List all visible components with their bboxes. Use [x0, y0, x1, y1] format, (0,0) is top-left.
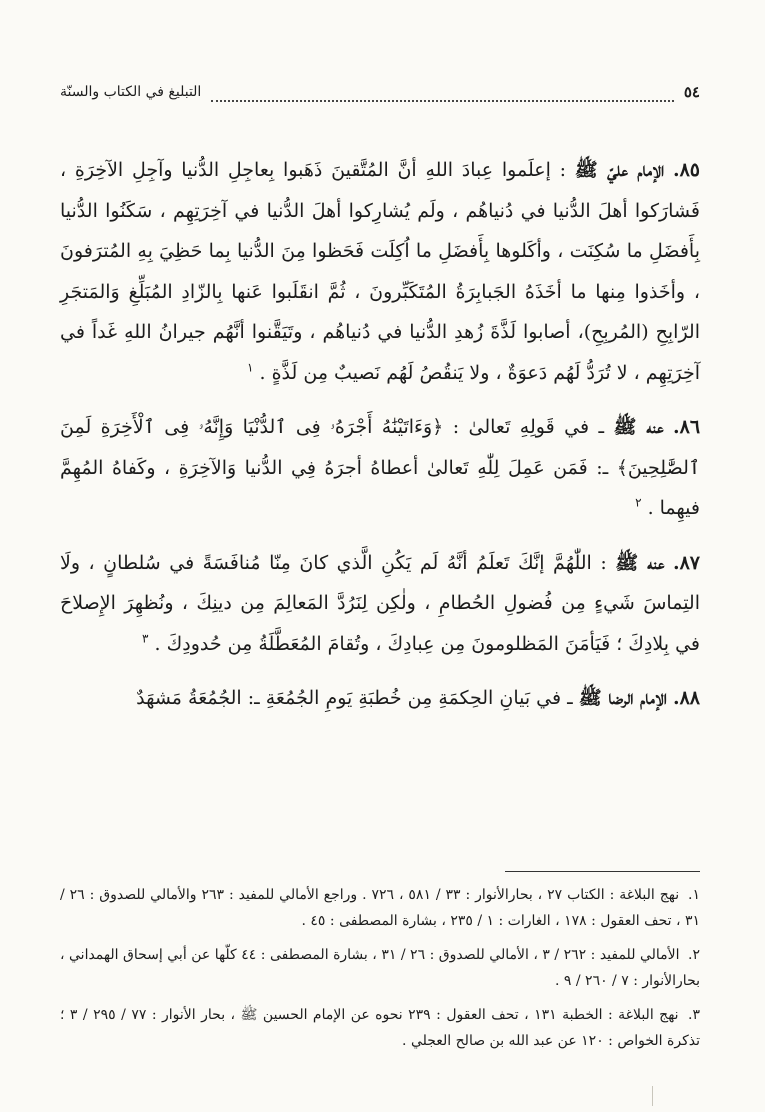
footnote-text: نهج البلاغة : الكتاب ٢٧ ، بحارالأنوار : ٣٣ / ٥٨١ ، ٧٢٦ . وراجع الأمالي للمفيد : ٢٦٣ والأمالي للصدوق : ٢٦ / ٣١ ، تحف العقول : ١٧٨ ، الغارات : ١ / ٢٣٥ ، بشارة المصطفى : ٤٥ . — [60, 887, 700, 929]
entry-text: : إعلَموا عِبادَ اللهِ أنَّ المُتَّقينَ ذَهَبوا بِعاجِلِ الدُّنيا وآجِلِ الآخِرَةِ ، فَشارَكوا أهلَ الدُّنيا في دُنياهُم ، ولَم يُشارِكوا أهلَ الدُّنيا في آخِرَتِهِم ، سَكَنُوا الدُّنيا بِأَفضَلِ ما سُكِنَت ، وأكَلوها بِأَفضَلِ ما اُكِلَت فَحَظوا مِنَ الدُّنيا بِما حَظِيَ بِهِ المُترَفونَ ، وأخَذوا مِنها ما أخَذَهُ الجَبابِرَةُ المُتَكَبِّرونَ ، ثُمَّ انقَلَبوا عَنها بِالزّادِ المُبَلِّغِ وَالمَتجَرِ الرّابِحِ (المُربِحِ)، أصابوا لَذَّةَ زُهدِ الدُّنيا في دُنياهُم ، وتَيَقَّنوا أنَّهُم جيرانُ اللهِ غَداً في آخِرَتِهِم ، لا تُرَدُّ لَهُم دَعوَةٌ ، ولا يَنقُصُ لَهُم نَصيبٌ مِن لَذَّةٍ . — [60, 159, 700, 384]
footnote-text: الأمالي للمفيد : ٢٦٢ / ٣ ، الأمالي للصدوق : ٢٦ / ٣١ ، بشارة المصطفى : ٤٤ كلّها عن أبي إسحاق الهمداني ، بحارالأنوار : ٧ / ٢٦٠ / ٩ . — [60, 947, 700, 989]
footnotes — [60, 882, 700, 1062]
quran-verse: ﴿وَءَاتَيْنَٰهُ أَجْرَهُۥ فِى ٱلدُّنْيَا وَإِنَّهُۥ فِى ٱلْأَخِرَةِ لَمِنَ ٱلصَّٰلِحِينَ﴾ — [60, 416, 700, 479]
footnote-2 — [60, 942, 700, 994]
entry-number: ٨٨. — [672, 687, 700, 709]
running-header — [60, 82, 700, 102]
entry-number: ٨٧. — [672, 551, 701, 574]
hadith-entry-86 — [60, 407, 700, 529]
hadith-entry-85 — [60, 150, 700, 393]
entry-speaker: الإمام عليّ ﷺ — [574, 159, 665, 181]
entry-speaker: عنه ﷺ — [615, 551, 665, 574]
footnote-text: نهج البلاغة : الخطبة ١٣١ ، تحف العقول : ٢٣٩ نحوه عن الإمام الحسين ﷺ ، بحار الأنوار : ٧٧ / ٢٩٥ / ٣ ؛ تذكرة الخواص : ١٢٠ عن عبد الله بن صالح العجلي . — [60, 1007, 700, 1049]
footnote-number: ١. — [688, 887, 701, 903]
entry-number: ٨٦. — [672, 416, 701, 438]
page-number: ٥٤ — [683, 83, 700, 101]
entry-text: : اللّٰهُمَّ إنَّكَ تَعلَمُ أنَّهُ لَم يَكُنِ الَّذي كانَ مِنّا مُنافَسَةً في سُلطانٍ ، ولَا التِماسَ شَيءٍ مِن فُضولِ الحُطامِ ، ولٰكِن لِنَرُدَّ المَعالِمَ مِن دينِكَ ، ونُظهِرَ الإِصلاحَ في بِلادِكَ ؛ فَيَأمَنَ المَظلومونَ مِن عِبادِكَ ، وتُقامَ المُعَطَّلَةُ مِن حُدودِكَ . — [60, 551, 700, 655]
footnote-ref[interactable]: ٢ — [635, 495, 642, 510]
footnote-number: ٣. — [688, 1007, 701, 1023]
entry-speaker: الإمام الرضا ﷺ — [578, 687, 667, 709]
footnote-ref[interactable]: ١ — [247, 360, 254, 375]
footnote-number: ٢. — [688, 947, 701, 963]
footnote-ref[interactable]: ٣ — [142, 631, 149, 646]
hadith-entry-87 — [60, 543, 700, 665]
footnote-separator — [505, 871, 700, 872]
footnote-3 — [60, 1002, 700, 1054]
entry-speaker: عنه ﷺ — [613, 416, 664, 438]
main-text — [60, 150, 700, 719]
header-dotted-leader — [211, 86, 674, 102]
page-edge-mark — [652, 1086, 653, 1106]
entry-intro: ـ في قَولِهِ تَعالىٰ : — [443, 416, 605, 438]
entry-text: ـ في بَيانِ الحِكمَةِ مِن خُطبَةِ يَومِ الجُمُعَةِ ـ: الجُمُعَةُ مَشهَدٌ — [136, 687, 573, 709]
entry-text: ـ: فَمَن عَمِلَ لِلّٰهِ تَعالىٰ أعطاهُ أجرَهُ فِي الدُّنيا وَالآخِرَةِ ، وكَفاهُ المُهِمَّ فيهِما . — [60, 456, 700, 519]
running-title: التبليغ في الكتاب والسنّة — [60, 84, 202, 100]
book-page — [60, 82, 701, 1049]
hadith-entry-88 — [60, 678, 700, 719]
footnote-1 — [60, 882, 700, 934]
entry-number: ٨٥. — [672, 159, 700, 181]
